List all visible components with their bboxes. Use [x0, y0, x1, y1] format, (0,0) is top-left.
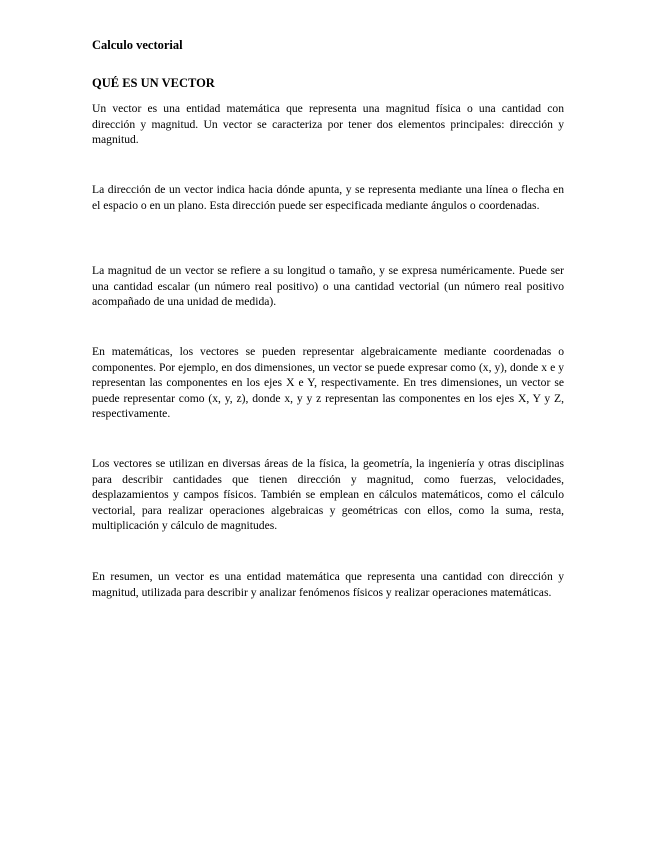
paragraph-definition: Un vector es una entidad matemática que representa una magnitud física o una cantidad con dirección y magnitud. Un vector se caracteriza por tener dos elementos principales: dirección y magnitud. — [92, 102, 564, 147]
paragraph-applications: Los vectores se utilizan en diversas áreas de la física, la geometría, la ingeniería y otras disciplinas para describir cantidades que tienen dirección y magnitud, como fuerzas, velocidades, desplazamientos y campos físicos. También se emplean en cálculos matemáticos, como el cálculo vectorial, para realizar operaciones algebraicas y geométricas con ellos, como la suma, resta, multiplicación y cálculo de magnitudes. — [92, 457, 564, 533]
paragraph-magnitude: La magnitud de un vector se refiere a su longitud o tamaño, y se expresa numéricamente. Puede ser una cantidad escalar (un número real positivo) o una cantidad vectorial (un número real positivo acompañado de una unidad de medida). — [92, 264, 564, 309]
section-heading: QUÉ ES UN VECTOR — [92, 76, 215, 90]
paragraph-summary: En resumen, un vector es una entidad matemática que representa una cantidad con dirección y magnitud, utilizada para describir y analizar fenómenos físicos y realizar operaciones matemáticas. — [92, 570, 564, 599]
paragraph-components: En matemáticas, los vectores se pueden representar algebraicamente mediante coordenadas o componentes. Por ejemplo, en dos dimensiones, un vector se puede expresar como (x, y), donde x e y representan las componentes en los ejes X e Y, respectivamente. En tres dimensiones, un vector se puede representar como (x, y, z), donde x, y y z representan las componentes en los ejes X, Y y Z, respectivamente. — [92, 345, 564, 421]
paragraph-direction: La dirección de un vector indica hacia dónde apunta, y se representa mediante una línea o flecha en el espacio o en un plano. Esta dirección puede ser especificada mediante ángulos o coordenadas. — [92, 183, 564, 212]
document-title: Calculo vectorial — [92, 38, 183, 52]
